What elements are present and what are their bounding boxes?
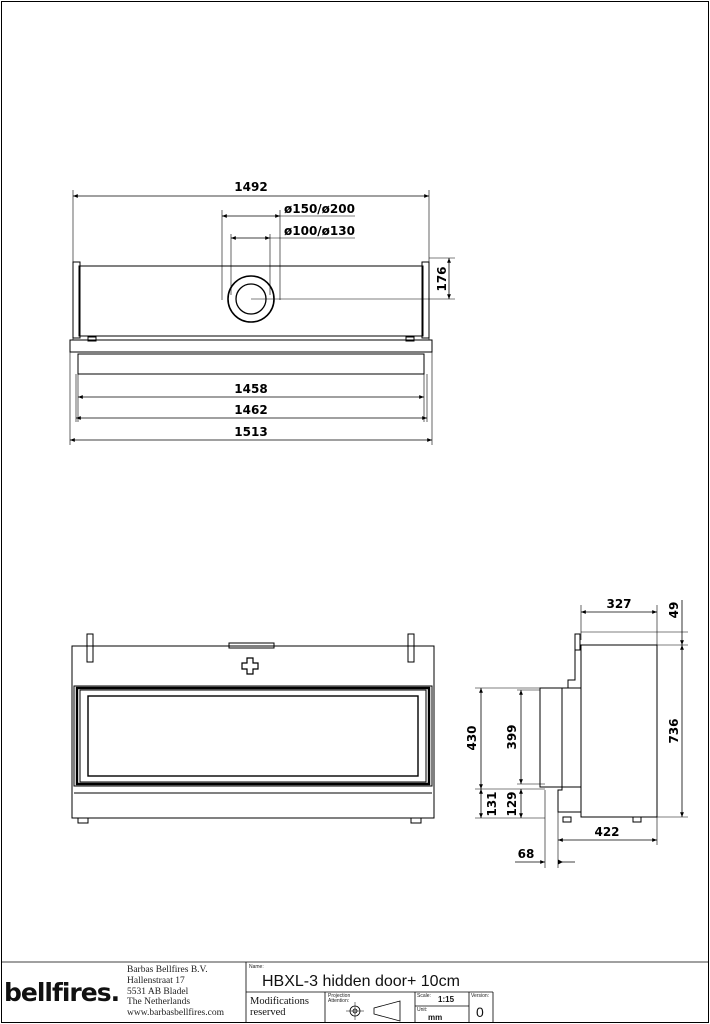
dim-label-depth-bottom: 422 <box>594 825 620 839</box>
dim-label-overall-width: 1492 <box>234 180 268 194</box>
name-field-label: Name: <box>249 964 264 970</box>
dim-label-bottom-inner: 129 <box>505 791 519 817</box>
modifications-line2: reserved <box>250 1007 286 1018</box>
company-website: www.barbasbellfires.com <box>127 1008 224 1018</box>
scale-label: Scale: <box>417 993 431 999</box>
unit-label: Unit: <box>417 1007 428 1013</box>
drawing-title: HBXL-3 hidden door+ 10cm <box>262 973 460 990</box>
dim-label-bottom-outer: 131 <box>485 791 499 817</box>
version-value: 0 <box>476 1004 484 1020</box>
side-front-panel <box>540 688 562 787</box>
front-view <box>72 634 434 823</box>
top-front-plate <box>78 354 424 374</box>
modifications-note <box>250 996 312 1018</box>
dim-label-frame-width: 1462 <box>234 403 268 417</box>
top-view-labels <box>234 180 449 439</box>
dim-label-height-total: 736 <box>667 718 681 744</box>
side-body <box>581 645 657 817</box>
dim-label-glass-inner: 399 <box>505 724 519 750</box>
company-name: Barbas Bellfires B.V. <box>127 965 208 975</box>
modifications-line1: Modifications <box>250 996 309 1007</box>
front-glass-frame <box>74 686 432 786</box>
dim-label-front-depth: 68 <box>517 847 535 861</box>
projection-label: Projection Attention: <box>328 993 351 1004</box>
dim-label-top-offset: 49 <box>667 601 681 619</box>
version-label: Version: <box>471 993 490 999</box>
dim-label-flue-outer: ø150/ø200 <box>284 202 355 216</box>
unit-value: mm <box>428 1013 443 1022</box>
dim-label-flue-inner: ø100/ø130 <box>284 224 355 238</box>
company-street: Hallenstraat 17 <box>127 976 185 986</box>
scale-value: 1:15 <box>438 995 455 1004</box>
cross-symbol <box>242 658 258 674</box>
top-frame <box>70 340 432 352</box>
bellfires-logo: bellfires. <box>4 978 120 1007</box>
side-view-labels <box>465 597 681 861</box>
dim-label-total-width: 1513 <box>234 425 268 439</box>
dim-label-glass-outer: 430 <box>465 725 479 751</box>
dim-label-depth-top: 327 <box>606 597 632 611</box>
dim-label-flue-offset: 176 <box>435 266 449 292</box>
dim-label-inner-width: 1458 <box>234 382 268 396</box>
front-glass <box>88 696 418 776</box>
title-block-text <box>4 964 489 1022</box>
company-city: 5531 AB Bladel <box>127 987 189 997</box>
company-country: The Netherlands <box>127 997 191 1007</box>
